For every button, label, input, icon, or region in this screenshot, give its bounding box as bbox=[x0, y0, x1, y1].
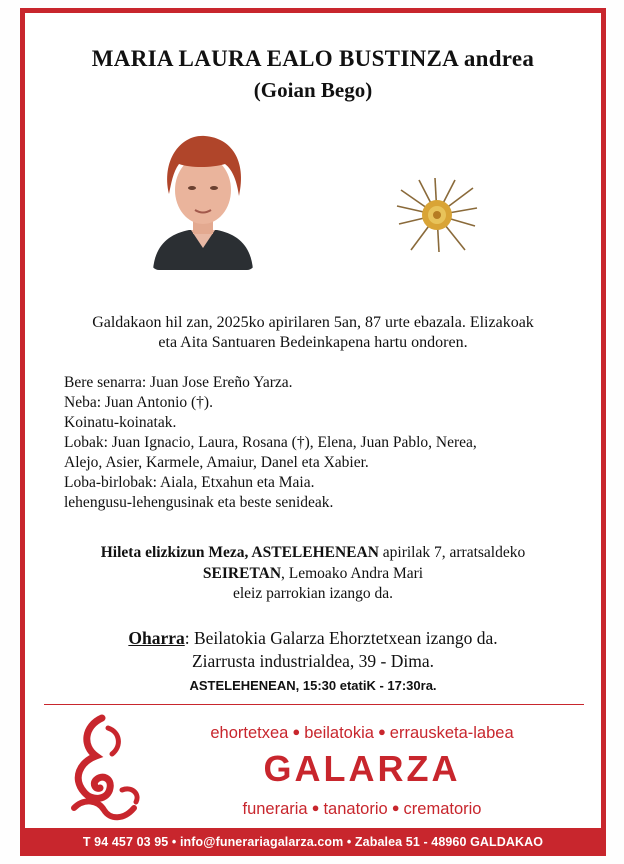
brand-name: GALARZA bbox=[263, 748, 461, 789]
death-notice bbox=[20, 313, 606, 353]
family-list bbox=[64, 373, 477, 513]
family-line: Neba: Juan Antonio (†). bbox=[64, 394, 213, 411]
service-item: funeraria bbox=[242, 800, 308, 818]
note-address: Ziarrusta industrialdea, 39 - Dima. bbox=[191, 651, 434, 671]
family-line: lehengusu-lehengusinak eta beste senideak. bbox=[64, 494, 334, 511]
funeral-text: eleiz parrokian izango da. bbox=[232, 585, 394, 602]
service-item: errausketa-labea bbox=[389, 724, 514, 742]
service-item: beilatokia bbox=[304, 724, 374, 742]
family-line: Alejo, Asier, Karmele, Amaiur, Danel eta Xabier. bbox=[64, 454, 369, 471]
contact-footer bbox=[20, 828, 606, 856]
galarza-logo-icon bbox=[62, 712, 146, 824]
services-basque: ehortetxea ● beilatokia ● errausketa-labea bbox=[210, 724, 514, 742]
wake-hours: ASTELEHENEAN, 15:30 etatiK - 17:30ra. bbox=[189, 678, 437, 693]
funeral-mass-notice bbox=[20, 543, 606, 605]
thistle-flower-icon bbox=[395, 176, 479, 254]
deceased-name: MARIA LAURA EALO BUSTINZA andrea bbox=[91, 46, 535, 71]
rest-in-peace-text: (Goian Bego) bbox=[253, 78, 373, 102]
funeral-text: , Lemoako Andra Mari bbox=[281, 564, 424, 582]
funeral-day: ASTELEHENEAN bbox=[251, 544, 379, 561]
death-notice-line-2: eta Aita Santuaren Bedeinkapena hartu ondoren. bbox=[158, 334, 468, 351]
funeral-time: SEIRETAN bbox=[202, 564, 282, 582]
services-spanish: funeraria ● tanatorio ● crematorio bbox=[242, 800, 482, 818]
deceased-portrait bbox=[151, 130, 255, 270]
service-item: crematorio bbox=[403, 800, 482, 818]
funeral-text: apirilak 7, arratsaldeko bbox=[378, 544, 526, 561]
death-notice-line-1: Galdakaon hil zan, 2025ko apirilaren 5an, 87 urte ebazala. Elizakoak bbox=[92, 314, 534, 331]
note-text: : Beilatokia Galarza Ehorztetxean izango da. bbox=[184, 628, 498, 648]
family-line: Bere senarra: Juan Jose Ereño Yarza. bbox=[64, 374, 293, 391]
family-line: Koinatu-koinatak. bbox=[64, 414, 177, 431]
service-item: ehortetxea bbox=[210, 724, 289, 742]
funeral-text: Hileta elizkizun Meza, bbox=[100, 544, 252, 561]
note-label: Oharra bbox=[128, 628, 185, 648]
wake-note bbox=[20, 627, 606, 673]
family-line: Loba-birlobak: Aiala, Etxahun eta Maia. bbox=[64, 474, 315, 491]
contact-info: T 94 457 03 95 • info@funerariagalarza.com • Zabalea 51 - 48960 GALDAKAO bbox=[82, 835, 544, 849]
service-item: tanatorio bbox=[323, 800, 388, 818]
divider bbox=[44, 704, 584, 705]
family-line: Lobak: Juan Ignacio, Laura, Rosana (†), Elena, Juan Pablo, Nerea, bbox=[64, 434, 477, 451]
